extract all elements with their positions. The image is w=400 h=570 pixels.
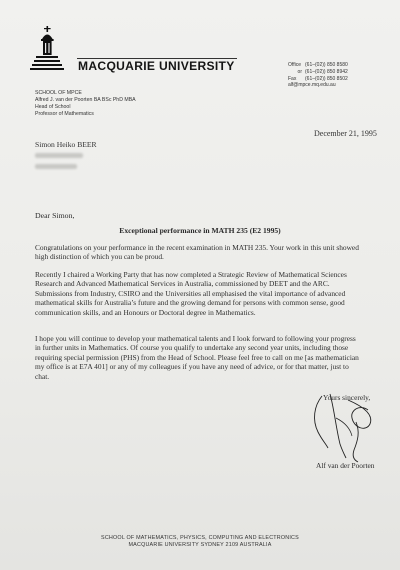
university-crest-icon <box>30 26 66 74</box>
subject-line: Exceptional performance in MATH 235 (E2 1995) <box>119 226 281 235</box>
footer <box>0 535 400 549</box>
contact-block <box>288 62 348 89</box>
contact-row: Office (61–(02)) 850 8580 <box>288 62 348 68</box>
department-line: Alfred J. van der Poorten BA BSc PhD MBA <box>35 97 136 103</box>
body-paragraph: I hope you will continue to develop your mathematical talents and I look forward to following your progress in further units in Mathematics. Of course you qualify to undertake any second year units, including those requiring special permission (PHS) from the Head of School. Please feel free to call on me [as mathematician my office is at E7A 401] or any of my colleagues if you have any need of advice, or for that matter, just to chat. <box>35 334 359 381</box>
department-line: Head of School <box>35 104 71 110</box>
handwritten-signature <box>300 388 380 468</box>
contact-row: or (61–(02)) 850 8942 <box>297 68 348 75</box>
salutation: Dear Simon, <box>35 211 75 220</box>
letter-date: December 21, 1995 <box>314 129 377 138</box>
footer-line: MACQUARIE UNIVERSITY SYDNEY 2109 AUSTRALIA <box>128 542 272 548</box>
department-line: SCHOOL OF MPCE <box>35 90 82 96</box>
redacted-address-line <box>35 164 77 169</box>
body-paragraph: Recently I chaired a Working Party that has now completed a Strategic Review of Mathematical Sciences Research and Advanced Mathematical Services in Australia, commissioned by DEET and the ARC. Submissions from Industry, CSIRO and the Universities all emphasised the vital importance of advanced mathematical skills for Australia’s future and the growing demand for persons with common sense, good communication skills, and an Honours or Doctoral degree in Mathematics. <box>35 270 347 317</box>
contact-email: alf@mpce.mq.edu.au <box>288 82 336 89</box>
department-line: Professor of Mathematics <box>35 111 94 117</box>
footer-line: SCHOOL OF MATHEMATICS, PHYSICS, COMPUTING AND ELECTRONICS <box>101 535 299 541</box>
redacted-address-line <box>35 153 83 158</box>
letterhead-rule <box>77 58 237 59</box>
closing: Yours sincerely, <box>323 393 371 402</box>
contact-row: Fax (61–(02)) 850 8502 <box>288 75 348 82</box>
department-block <box>35 90 136 118</box>
university-name: MACQUARIE UNIVERSITY <box>78 61 235 73</box>
signer-name: Alf van der Poorten <box>316 461 375 470</box>
body-paragraph: Congratulations on your performance in the recent examination in MATH 235. Your work in this unit showed high distinction of which you can be proud. <box>35 243 359 262</box>
recipient-name: Simon Heiko BEER <box>35 140 97 149</box>
